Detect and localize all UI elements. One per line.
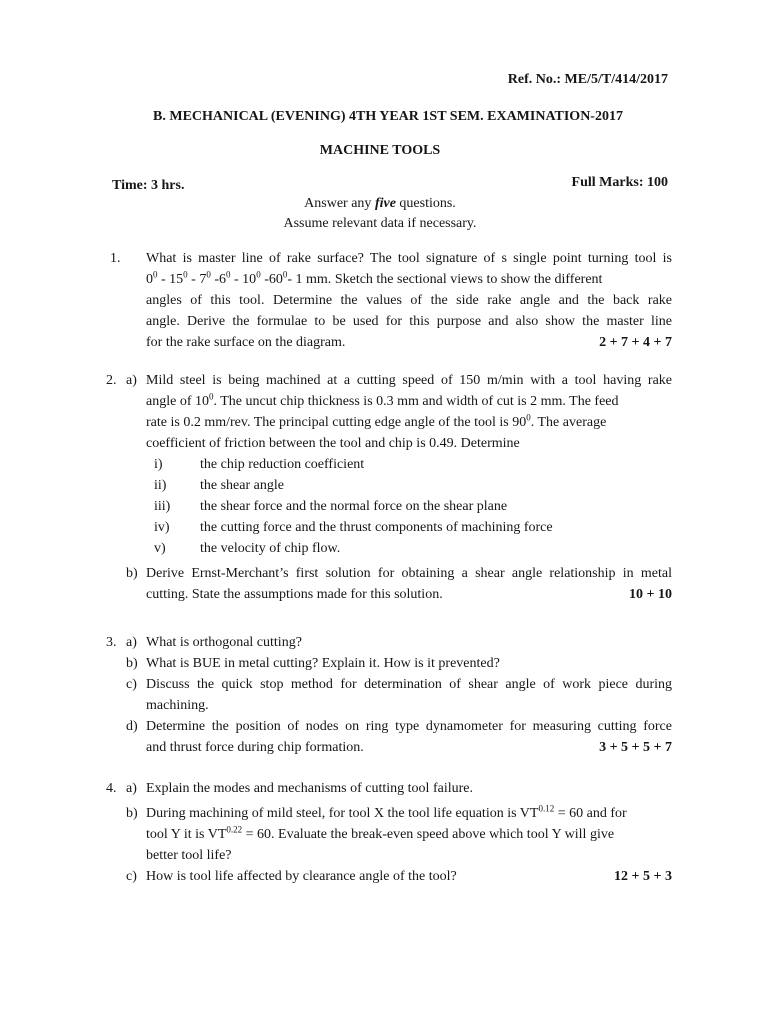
subject-title: MACHINE TOOLS <box>319 143 441 158</box>
question-line: What is master line of rake surface? The tool signature of s single point turning tool is <box>146 251 672 266</box>
determine-item <box>126 454 672 475</box>
determine-item <box>126 538 672 559</box>
sub-question-b: b) During machining of mild steel, for tool X the tool life equation is $VT^{0.12} = 60$ and for <box>126 803 627 821</box>
marks-distribution: 3 + 5 + 5 + 7 <box>599 740 672 755</box>
determine-list <box>126 454 672 559</box>
marks-distribution: 2 + 7 + 4 + 7 <box>599 335 672 350</box>
sub-question-c: c) Discuss the quick stop method for determination of shear angle of work piece during <box>126 677 672 692</box>
question-line: for the rake surface on the diagram. 2 + 7 + 4 + 7 <box>146 332 672 353</box>
sub-question-b: b) Derive Ernst-Merchant’s first solution for obtaining a shear angle relationship in metal <box>126 566 672 581</box>
item-numeral: ii) <box>154 478 167 493</box>
sub-question-c: c) How is tool life affected by clearance angle of the tool? 12 + 5 + 3 <box>126 866 672 887</box>
item-numeral: i) <box>154 457 163 472</box>
question-number: 2. <box>106 373 117 388</box>
reference-number: Ref. No.: ME/5/T/414/2017 <box>507 72 668 87</box>
question-number: 4. <box>106 781 117 796</box>
question-line: angles of this tool. Determine the values of the side rake angle and the back rake <box>146 293 672 308</box>
question-number: 3. <box>106 635 117 650</box>
item-numeral: iii) <box>154 499 171 514</box>
time-allowed: Time: 3 hrs. <box>112 178 185 193</box>
item-text: the shear angle <box>200 478 284 493</box>
sub-question-d: d) Determine the position of nodes on ring type dynamometer for measuring cutting force <box>126 719 672 734</box>
instruction-post: questions. <box>395 196 456 211</box>
question-body: a) Explain the modes and mechanisms of cutting tool failure. b) During machining of mild steel, for tool X the tool life equation is $VT^{0.12} = 60$ and for tool Y it is $VT^{0.22} = 60$. Evaluate the break-even speed above which tool Y will give better tool life? c) How is tool life affected by clearance angle of the tool? 12 + 5 + 3 <box>126 778 672 887</box>
question-body: a) What is orthogonal cutting? b) What is BUE in metal cutting? Explain it. How is it prevented? c) Discuss the quick stop method for determination of shear angle of work piece during machining. d) Determine the position of nodes on ring type dynamometer for measuring cutting force and thrust force during chip formation. 3 + 5 + 5 + 7 <box>126 632 672 758</box>
instruction-answer <box>180 193 580 214</box>
item-text: the cutting force and the thrust components of machining force <box>200 520 553 535</box>
full-marks: Full Marks: 100 <box>571 175 668 190</box>
item-text: the chip reduction coefficient <box>200 457 365 472</box>
sub-question-a: a) Mild steel is being machined at a cutting speed of 150 m/min with a tool having rake <box>126 373 672 388</box>
tool-signature-line: $0^0 - 15^0 - 7^0$ $-6^0 - 10^0$ $-60^0-$ 1 mm. Sketch the sectional views to show the different <box>146 269 603 287</box>
sub-question-a: a) What is orthogonal cutting? <box>126 635 302 650</box>
question-body <box>146 248 672 353</box>
determine-item <box>126 496 672 517</box>
item-text: the velocity of chip flow. <box>200 541 341 556</box>
determine-item <box>126 517 672 538</box>
sub-question-b: b) What is BUE in metal cutting? Explain it. How is it prevented? <box>126 656 500 671</box>
determine-item <box>126 475 672 496</box>
item-text: the shear force and the normal force on the shear plane <box>200 499 508 514</box>
marks-distribution: 12 + 5 + 3 <box>614 869 672 884</box>
question-number: 1. <box>110 251 121 266</box>
item-numeral: iv) <box>154 520 170 535</box>
instruction-assume: Assume relevant data if necessary. <box>283 216 477 231</box>
question-body: a) Mild steel is being machined at a cutting speed of 150 m/min with a tool having rake angle of $10^0$. The uncut chip thickness is 0.3 mm and width of cut is 2 mm. The feed rate is 0.2 mm/rev. The principal cutting edge angle of the tool is $90^0$. The average coefficient of friction between the tool and chip is 0.49. Determine i) the chip reduction coefficient ii) the shear angle iii) the shear force and the normal force on the shear plane iv) the cutting force and the thrust components of machining force v) the velocity of chip flow. b) Derive Ernst-Merchant’s first solution for obtaining a shear angle relationship in metal cutting. State the assumptions made for this solution. 10 + 10 <box>126 370 672 605</box>
sub-question-a: a) Explain the modes and mechanisms of cutting tool failure. <box>126 781 473 796</box>
item-numeral: v) <box>154 541 166 556</box>
exam-title: B. MECHANICAL (EVENING) 4TH YEAR 1ST SEM. EXAMINATION-2017 <box>153 109 623 124</box>
question-line: angle. Derive the formulae to be used for this purpose and also show the master line <box>146 314 672 329</box>
instruction-pre: Answer any <box>304 196 375 211</box>
instruction-emphasis: five <box>374 196 396 211</box>
marks-distribution: 10 + 10 <box>629 587 672 602</box>
